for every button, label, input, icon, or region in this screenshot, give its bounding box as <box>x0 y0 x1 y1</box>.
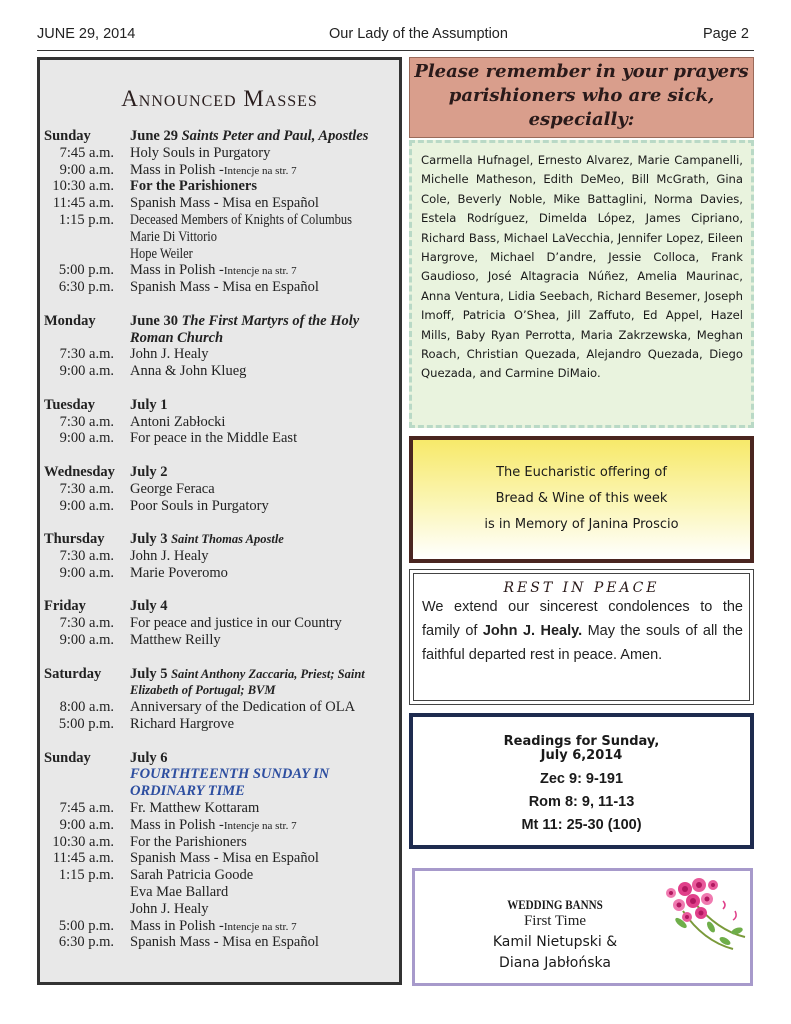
wedding-name-line: Diana Jabłońska <box>499 955 611 971</box>
readings-title-line: Readings for Sunday, <box>503 734 660 749</box>
mass-time: 7:30 a.m. <box>59 413 114 430</box>
mass-intention: Marie Poveromo <box>130 564 228 581</box>
feast-name: Saint Anthony Zaccaria, Priest; Saint <box>171 666 365 681</box>
mass-intention: Spanish Mass - Misa en Español <box>130 850 319 867</box>
mass-intention: Eva Mae Ballard <box>130 884 229 900</box>
mass-time: 1:15 p.m. <box>58 867 114 884</box>
announced-masses-box: Announced Masses Sunday June 29 Saints Peter and Paul, Apostles 7:45 a.m. Holy Souls in Purgatory 9:00 a.m. Mass in Polish -Intencje na str. 7 10:30 a.m. For the Parishioners 11:45 a.m. Spanish Mass - Misa en Español 1:15 p.m. Deceased Members of Knights of Columbus Marie Di Vittorio Hope Weiler 5:00 p.m. Mass in Polish -Intencje na str. 7 6:30 p.m. Spanish Mass - Misa en Español Monday June 30 The First Martyrs of the Holy Roman Church 7:30 a.m. John J. Healy 9:00 a.m. Anna & John Klueg Tuesday July 1 7:30 a.m. Antoni Zabłocki 9:00 a.m. For peace in the Middle East Wednesday July 2 7:30 a.m. George Feraca 9:00 a.m. Poor Souls in Purgatory Thursday July 3 Saint Thomas Apostle 7:30 a.m. John J. Healy 9:00 a.m. Marie Poveromo Friday July 4 7:30 a.m. For peace and justice in our Country 9:00 a.m. Matthew Reilly Saturday July 5 Saint Anthony Zaccaria, Priest; Saint Elizabeth of Portugal; BVM 8:00 a.m. Anniversary of the Dedication of OLA 5:00 p.m. Richard Hargrove Sunday July 6 FOURTHTEENTH SUNDAY IN ORDINARY TIME 7:45 a.m. Fr. Matthew Kottaram 9:00 a.m. Mass in Polish -Intencje na str. 7 10:30 a.m. For the Parishioners 11:45 a.m. Spanish Mass - Misa en Español 1:15 p.m. Sarah Patricia Goode Eva Mae Ballard John J. Healy 5:00 p.m. Mass in Polish -Intencje na str. 7 6:30 p.m. Spanish Mass - Misa en Español <box>37 57 402 985</box>
mass-time: 7:45 a.m. <box>59 144 114 161</box>
eucharist-line: Bread & Wine of this week <box>495 491 668 506</box>
mass-time: 5:00 p.m. <box>58 262 114 279</box>
mass-intention: Antoni Zabłocki <box>130 413 226 430</box>
mass-note: Intencje na str. 7 <box>223 164 297 177</box>
mass-time: 6:30 p.m. <box>58 934 114 951</box>
wedding-couple <box>455 932 655 974</box>
mass-intention: Marie Di Vittorio <box>130 228 217 245</box>
readings-title <box>413 735 750 763</box>
mass-note: Intencje na str. 7 <box>223 920 297 933</box>
mass-intention: Spanish Mass - Misa en Español <box>130 195 319 212</box>
rip-text-before: We extend our sincerest condolences to the family of <box>422 599 743 639</box>
mass-time: 11:45 a.m. <box>52 850 114 867</box>
mass-intention: Spanish Mass - Misa en Español <box>130 934 319 951</box>
mass-intention: Deceased Members of Knights of Columbus <box>130 212 353 228</box>
wedding-banns-title: WEDDING BANNS <box>507 897 603 912</box>
readings-title-line: July 6,2014 <box>540 748 623 763</box>
feast-name: Saints Peter and Paul, Apostles <box>181 128 369 144</box>
mass-intention: Mass in Polish -Intencje na str. 7 <box>130 917 297 934</box>
day-date: July 2 <box>130 464 168 480</box>
rest-in-peace-inner-border <box>413 573 750 701</box>
header-parish: Our Lady of the Assumption <box>329 26 508 42</box>
mass-intention: Anniversary of the Dedication of OLA <box>130 699 356 716</box>
day-date: July 5 Saint Anthony Zaccaria, Priest; Saint <box>130 665 365 682</box>
day-date: July 4 <box>130 598 168 615</box>
masses-title: Announced Masses <box>121 86 318 111</box>
day-date: July 1 <box>130 396 168 413</box>
mass-time: 6:30 p.m. <box>58 279 114 296</box>
day-name: Sunday <box>44 128 91 144</box>
mass-intention: Sarah Patricia Goode <box>130 867 254 884</box>
rest-in-peace-box <box>409 569 754 705</box>
rip-deceased-name: John J. Healy. <box>482 623 583 639</box>
mass-time: 9:00 a.m. <box>59 363 114 380</box>
mass-time: 9:00 a.m. <box>59 632 114 648</box>
mass-intention: Mass in Polish -Intencje na str. 7 <box>130 161 297 178</box>
day-name: Sunday <box>44 749 91 766</box>
rip-text-after: May the souls of all the faithful departed rest in peace. Amen. <box>422 623 743 663</box>
mass-time: 7:30 a.m. <box>59 346 114 363</box>
day-date: July 3 Saint Thomas Apostle <box>130 531 284 548</box>
reading-item: Rom 8: 9, 11-13 <box>528 794 635 810</box>
mass-time: 1:15 p.m. <box>58 212 114 228</box>
day-date: June 29 Saints Peter and Paul, Apostles <box>130 128 369 144</box>
sick-title-line: especially: <box>528 109 635 130</box>
mass-intention: John J. Healy <box>130 900 209 917</box>
reading-item: Zec 9: 9-191 <box>539 771 624 787</box>
mass-time: 10:30 a.m. <box>52 178 114 195</box>
mass-intention: Holy Souls in Purgatory <box>130 144 271 161</box>
day-name: Saturday <box>44 665 102 682</box>
day-name: Tuesday <box>44 396 96 413</box>
mass-time: 11:45 a.m. <box>52 195 114 212</box>
mass-intention: Poor Souls in Purgatory <box>130 497 269 514</box>
mass-time: 10:30 a.m. <box>52 833 114 850</box>
header-page: Page 2 <box>703 26 749 42</box>
readings-box <box>409 713 754 849</box>
header-rule <box>37 50 754 51</box>
wedding-banns-subtitle: First Time <box>523 913 587 929</box>
mass-intention: For peace and justice in our Country <box>130 615 342 632</box>
mass-intention: Mass in Polish -Intencje na str. 7 <box>130 262 297 279</box>
mass-intention: Mass in Polish -Intencje na str. 7 <box>130 816 297 833</box>
sick-names: Carmella Hufnagel, Ernesto Alvarez, Marie Campanelli, Michelle Matheson, Edith DeMeo, Bill McGrath, Gina Cole, Beverly Noble, Mike Battaglini, Norma Davies, Estela Rodríguez, Dimelda López, James Cipriano, Richard Bass, Michael LaVecchia, Jennifer Lopez, Eileen Hargrove, Michael D’andre, Jessie Colloca, Frank Gaudioso, José Altagracia Núñez, Amelia Maurinac, Anna Ventura, Lidia Seebach, Richard Besemer, Joseph Imoff, Patricia O’Shea, Jill Zaffuto, Ed Appel, Hazel Mills, Baby Ryan Perrotta, Maria Zakrzewska, Meghan Roach, Christian Quezada, Alejandro Quezada, Diego Quezada, and Carmine DiMaio. <box>421 153 743 381</box>
feast-name: The First Martyrs of the Holy <box>181 312 360 329</box>
mass-intention: For the Parishioners <box>130 833 247 850</box>
mass-time: 7:45 a.m. <box>59 800 114 816</box>
sick-names-box <box>409 140 754 428</box>
flower-bouquet-icon <box>663 871 751 953</box>
mass-intention: George Feraca <box>130 480 215 497</box>
wedding-name-line: Kamil Nietupski & <box>492 934 618 950</box>
feast-name: Saint Thomas Apostle <box>171 532 284 547</box>
rest-in-peace-title: REST IN PEACE <box>503 580 660 596</box>
mass-time: 5:00 p.m. <box>58 917 114 934</box>
day-name: Thursday <box>44 531 105 548</box>
mass-time: 8:00 a.m. <box>59 699 114 716</box>
eucharist-line: is in Memory of Janina Proscio <box>484 517 679 532</box>
mass-intention: Matthew Reilly <box>130 632 221 648</box>
eucharistic-offering-box <box>409 436 754 563</box>
mass-time: 5:00 p.m. <box>58 716 114 732</box>
day-name: Monday <box>44 312 96 329</box>
mass-time: 9:00 a.m. <box>59 816 114 833</box>
wedding-banns-box <box>412 868 753 986</box>
sick-title-line: parishioners who are sick, <box>448 85 715 106</box>
sick-title-line: Please remember in your prayers <box>414 61 749 82</box>
mass-intention: For peace in the Middle East <box>130 430 298 447</box>
day-date: June 30 The First Martyrs of the Holy <box>130 312 360 329</box>
mass-intention: John J. Healy <box>130 346 209 363</box>
day-name: Friday <box>44 598 86 615</box>
mass-time: 9:00 a.m. <box>59 161 114 178</box>
mass-intention: John J. Healy <box>130 548 209 564</box>
eucharist-line: The Eucharistic offering of <box>496 465 667 480</box>
mass-intention: For the Parishioners <box>130 178 257 195</box>
header-date: JUNE 29, 2014 <box>37 26 136 42</box>
mass-time: 7:30 a.m. <box>59 548 114 564</box>
day-name: Wednesday <box>44 464 115 480</box>
mass-time: 9:00 a.m. <box>59 564 114 581</box>
sick-prayers-title-box <box>409 57 754 138</box>
mass-intention: Fr. Matthew Kottaram <box>130 800 260 816</box>
rest-in-peace-text <box>414 595 749 667</box>
mass-time: 9:00 a.m. <box>59 497 114 514</box>
reading-item: Mt 11: 25-30 (100) <box>521 817 642 833</box>
mass-intention: Hope Weiler <box>130 245 193 262</box>
mass-intention: Anna & John Klueg <box>130 363 247 380</box>
mass-intention: Spanish Mass - Misa en Español <box>130 279 319 296</box>
mass-time: 7:30 a.m. <box>59 480 114 497</box>
mass-note: Intencje na str. 7 <box>223 819 297 832</box>
mass-time: 9:00 a.m. <box>59 430 114 447</box>
mass-note: Intencje na str. 7 <box>223 265 297 278</box>
day-date: July 6 <box>130 749 168 766</box>
mass-time: 7:30 a.m. <box>59 615 114 632</box>
mass-intention: Richard Hargrove <box>130 716 235 732</box>
